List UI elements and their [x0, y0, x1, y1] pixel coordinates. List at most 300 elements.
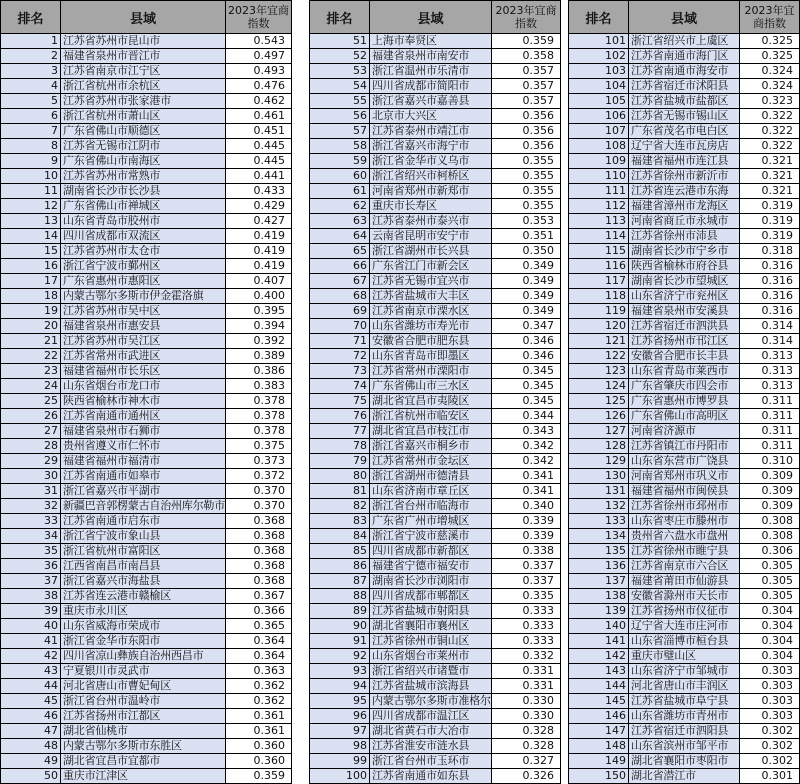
county-cell: 浙江省嘉兴市海盐县: [61, 574, 226, 589]
rank-cell: 104: [569, 79, 629, 94]
table-row: [569, 649, 800, 664]
table-row: [1, 514, 292, 529]
score-cell: 0.349: [492, 304, 561, 319]
county-cell: 广东省惠州市惠阳区: [61, 274, 226, 289]
county-cell: 江苏省泰州市泰兴市: [370, 214, 492, 229]
table-row: [1, 94, 292, 109]
rank-cell: 107: [569, 124, 629, 139]
score-cell: 0.358: [492, 49, 561, 64]
county-header: 县域: [370, 1, 492, 34]
rank-cell: 92: [310, 649, 370, 664]
table-row: [310, 559, 561, 574]
score-cell: 0.394: [226, 319, 292, 334]
table-row: [569, 439, 800, 454]
table-row: [569, 34, 800, 49]
score-cell: 0.314: [740, 319, 800, 334]
county-cell: 浙江省杭州市富阳区: [61, 544, 226, 559]
county-cell: 河南省济源市: [629, 424, 740, 439]
rank-cell: 133: [569, 514, 629, 529]
county-cell: 江苏省南通市通州区: [61, 409, 226, 424]
county-cell: 湖南省长沙市浏阳市: [370, 574, 492, 589]
score-cell: 0.306: [740, 544, 800, 559]
rank-cell: 25: [1, 394, 61, 409]
county-cell: 福建省漳州市龙海区: [629, 199, 740, 214]
rank-cell: 124: [569, 379, 629, 394]
county-cell: 福建省福州市闽侯县: [629, 484, 740, 499]
rank-cell: 105: [569, 94, 629, 109]
table-row: [569, 679, 800, 694]
score-cell: 0.338: [492, 544, 561, 559]
county-cell: 湖北省襄阳市襄州区: [370, 619, 492, 634]
table-row: [1, 79, 292, 94]
score-cell: 0.370: [226, 499, 292, 514]
rank-cell: 82: [310, 499, 370, 514]
county-cell: 江苏省苏州市昆山市: [61, 34, 226, 49]
county-cell: 山东省滨州市邹平市: [629, 739, 740, 754]
rank-cell: 62: [310, 199, 370, 214]
table-row: [310, 679, 561, 694]
county-cell: 江西省南昌市南昌县: [61, 559, 226, 574]
score-cell: 0.355: [492, 199, 561, 214]
county-cell: 河南省商丘市永城市: [629, 214, 740, 229]
table-row: [310, 649, 561, 664]
score-cell: 0.373: [226, 454, 292, 469]
county-cell: 江苏省宿迁市泗阳县: [629, 724, 740, 739]
score-cell: 0.378: [226, 394, 292, 409]
rank-cell: 81: [310, 484, 370, 499]
rank-cell: 52: [310, 49, 370, 64]
county-cell: 江苏省泰州市靖江市: [370, 124, 492, 139]
table-row: [310, 469, 561, 484]
county-cell: 上海市奉贤区: [370, 34, 492, 49]
county-cell: 四川省凉山彝族自治州西昌市: [61, 649, 226, 664]
table-row: [569, 694, 800, 709]
score-cell: 0.368: [226, 544, 292, 559]
rank-cell: 129: [569, 454, 629, 469]
rank-cell: 118: [569, 289, 629, 304]
county-cell: 重庆市长寿区: [370, 199, 492, 214]
rank-cell: 42: [1, 649, 61, 664]
table-row: [569, 79, 800, 94]
score-cell: 0.341: [492, 484, 561, 499]
county-cell: 广东省佛山市顺德区: [61, 124, 226, 139]
score-cell: 0.362: [226, 679, 292, 694]
score-cell: 0.493: [226, 64, 292, 79]
table-row: [1, 664, 292, 679]
table-row: [1, 184, 292, 199]
table-row: [310, 244, 561, 259]
rank-cell: 117: [569, 274, 629, 289]
rank-cell: 63: [310, 214, 370, 229]
table-row: [1, 154, 292, 169]
rank-cell: 102: [569, 49, 629, 64]
county-cell: 安徽省滁州市天长市: [629, 589, 740, 604]
county-cell: 湖南省长沙市宁乡市: [629, 244, 740, 259]
score-cell: 0.332: [492, 649, 561, 664]
rank-cell: 10: [1, 169, 61, 184]
table-row: [310, 439, 561, 454]
table-row: [310, 169, 561, 184]
score-cell: 0.319: [740, 229, 800, 244]
rank-cell: 41: [1, 634, 61, 649]
county-cell: 浙江省湖州市德清县: [370, 469, 492, 484]
table-row: [569, 199, 800, 214]
table-row: [310, 634, 561, 649]
county-cell: 江苏省徐州市新沂市: [629, 169, 740, 184]
score-cell: 0.345: [492, 364, 561, 379]
rank-cell: 15: [1, 244, 61, 259]
table-row: [1, 499, 292, 514]
county-cell: 江苏省连云港市赣榆区: [61, 589, 226, 604]
county-cell: 江苏省盐城市阜宁县: [629, 694, 740, 709]
county-cell: 江苏省苏州市吴江区: [61, 334, 226, 349]
score-cell: 0.337: [492, 559, 561, 574]
score-cell: 0.330: [492, 709, 561, 724]
table-row: [569, 334, 800, 349]
rank-cell: 79: [310, 454, 370, 469]
score-cell: 0.361: [226, 709, 292, 724]
rank-cell: 17: [1, 274, 61, 289]
table-row: [1, 229, 292, 244]
table-row: [310, 124, 561, 139]
rank-cell: 121: [569, 334, 629, 349]
rank-cell: 96: [310, 709, 370, 724]
county-cell: 浙江省杭州市萧山区: [61, 109, 226, 124]
county-cell: 新疆巴音郭楞蒙古自治州库尔勒市: [61, 499, 226, 514]
county-cell: 浙江省杭州市临安区: [370, 409, 492, 424]
table-row: [310, 454, 561, 469]
table-row: [1, 49, 292, 64]
rank-cell: 100: [310, 769, 370, 784]
table-row: [569, 769, 800, 784]
table-row: [569, 394, 800, 409]
table-row: [569, 754, 800, 769]
score-cell: 0.345: [492, 379, 561, 394]
score-cell: 0.476: [226, 79, 292, 94]
score-cell: 0.302: [740, 739, 800, 754]
table-row: [1, 259, 292, 274]
rank-cell: 66: [310, 259, 370, 274]
county-cell: 湖南省长沙市长沙县: [61, 184, 226, 199]
rank-cell: 120: [569, 319, 629, 334]
rank-cell: 101: [569, 34, 629, 49]
score-cell: 0.445: [226, 139, 292, 154]
rank-cell: 94: [310, 679, 370, 694]
ranking-panel-2: [309, 0, 561, 784]
score-cell: 0.357: [492, 64, 561, 79]
table-row: [1, 364, 292, 379]
county-cell: 浙江省温州市乐清市: [370, 64, 492, 79]
rank-cell: 14: [1, 229, 61, 244]
score-cell: 0.357: [492, 79, 561, 94]
score-cell: 0.367: [226, 589, 292, 604]
rank-cell: 122: [569, 349, 629, 364]
rank-cell: 39: [1, 604, 61, 619]
score-cell: 0.362: [226, 694, 292, 709]
table-row: [1, 544, 292, 559]
county-cell: 江苏省盐城市盐都区: [629, 94, 740, 109]
score-cell: 0.314: [740, 334, 800, 349]
score-cell: 0.427: [226, 214, 292, 229]
county-cell: 浙江省湖州市长兴县: [370, 244, 492, 259]
county-cell: 山东省青岛市莱西市: [629, 364, 740, 379]
table-row: [310, 49, 561, 64]
county-cell: 四川省成都市温江区: [370, 709, 492, 724]
county-cell: 山东省潍坊市青州市: [629, 709, 740, 724]
county-cell: 浙江省宁波市慈溪市: [370, 529, 492, 544]
score-cell: 0.361: [226, 724, 292, 739]
score-cell: 0.368: [226, 514, 292, 529]
score-cell: 0.303: [740, 709, 800, 724]
rank-cell: 146: [569, 709, 629, 724]
score-cell: 0.333: [492, 604, 561, 619]
county-cell: 福建省泉州市惠安县: [61, 319, 226, 334]
rank-cell: 22: [1, 349, 61, 364]
rank-cell: 69: [310, 304, 370, 319]
county-cell: 湖北省潜江市: [629, 769, 740, 784]
score-cell: 0.311: [740, 394, 800, 409]
score-cell: 0.325: [740, 34, 800, 49]
county-cell: 浙江省杭州市余杭区: [61, 79, 226, 94]
table-row: [1, 334, 292, 349]
county-cell: 浙江省台州市玉环市: [370, 754, 492, 769]
score-cell: 0.309: [740, 469, 800, 484]
rank-cell: 61: [310, 184, 370, 199]
table-row: [310, 769, 561, 784]
rank-cell: 53: [310, 64, 370, 79]
county-cell: 江苏省扬州市仪征市: [629, 604, 740, 619]
table-row: [310, 664, 561, 679]
county-cell: 贵州省遵义市仁怀市: [61, 439, 226, 454]
rank-cell: 65: [310, 244, 370, 259]
score-cell: 0.322: [740, 139, 800, 154]
rank-cell: 2: [1, 49, 61, 64]
table-row: [310, 334, 561, 349]
score-cell: 0.324: [740, 64, 800, 79]
score-cell: 0.321: [740, 184, 800, 199]
rank-cell: 37: [1, 574, 61, 589]
rank-cell: 73: [310, 364, 370, 379]
table-row: [569, 499, 800, 514]
table-row: [310, 79, 561, 94]
rank-cell: 50: [1, 769, 61, 784]
ranking-table-2: [309, 0, 561, 784]
score-cell: 0.359: [226, 769, 292, 784]
rank-cell: 123: [569, 364, 629, 379]
table-row: [569, 484, 800, 499]
score-cell: 0.309: [740, 499, 800, 514]
score-cell: 0.316: [740, 304, 800, 319]
county-cell: 辽宁省大连市瓦房店: [629, 139, 740, 154]
score-cell: 0.363: [226, 664, 292, 679]
table-row: [1, 634, 292, 649]
county-cell: 浙江省宁波市鄞州区: [61, 259, 226, 274]
score-cell: 0.419: [226, 244, 292, 259]
table-row: [569, 664, 800, 679]
rank-cell: 98: [310, 739, 370, 754]
table-row: [310, 484, 561, 499]
table-row: [1, 349, 292, 364]
county-cell: 江苏省淮安市涟水县: [370, 739, 492, 754]
score-cell: 0.378: [226, 424, 292, 439]
score-cell: 0.304: [740, 619, 800, 634]
table-row: [569, 724, 800, 739]
rank-header: 排名: [1, 1, 61, 34]
rank-cell: 119: [569, 304, 629, 319]
county-cell: 湖北省宜昌市夷陵区: [370, 394, 492, 409]
county-cell: 北京市大兴区: [370, 109, 492, 124]
table-row: [1, 649, 292, 664]
score-cell: 0.340: [492, 499, 561, 514]
rank-cell: 115: [569, 244, 629, 259]
rank-cell: 89: [310, 604, 370, 619]
table-row: [569, 244, 800, 259]
county-cell: 江苏省宿迁市沭阳县: [629, 79, 740, 94]
rank-header: 排名: [569, 1, 629, 34]
score-cell: 0.305: [740, 589, 800, 604]
score-cell: 0.433: [226, 184, 292, 199]
county-cell: 福建省福州市长乐区: [61, 364, 226, 379]
table-row: [569, 319, 800, 334]
rank-cell: 83: [310, 514, 370, 529]
score-cell: 0.386: [226, 364, 292, 379]
county-cell: 广东省佛山市禅城区: [61, 199, 226, 214]
score-cell: 0.364: [226, 649, 292, 664]
rank-cell: 145: [569, 694, 629, 709]
county-cell: 江苏省盐城市大丰区: [370, 289, 492, 304]
county-cell: 浙江省绍兴市诸暨市: [370, 664, 492, 679]
county-cell: 湖北省宜昌市宜都市: [61, 754, 226, 769]
score-cell: 0.350: [492, 244, 561, 259]
score-cell: 0.349: [492, 289, 561, 304]
rank-cell: 140: [569, 619, 629, 634]
table-row: [310, 259, 561, 274]
score-cell: 0.342: [492, 439, 561, 454]
score-cell: 0.372: [226, 469, 292, 484]
table-row: [1, 319, 292, 334]
score-cell: 0.356: [492, 124, 561, 139]
score-cell: 0.355: [492, 154, 561, 169]
table-row: [310, 379, 561, 394]
table-row: [1, 724, 292, 739]
rank-cell: 125: [569, 394, 629, 409]
score-cell: 0.462: [226, 94, 292, 109]
score-cell: 0.345: [492, 394, 561, 409]
table-row: [1, 274, 292, 289]
table-row: [1, 484, 292, 499]
rank-cell: 93: [310, 664, 370, 679]
table-row: [569, 634, 800, 649]
table-row: [1, 619, 292, 634]
county-cell: 江苏省徐州市沛县: [629, 229, 740, 244]
county-cell: 江苏省无锡市锡山区: [629, 109, 740, 124]
header-row: [569, 1, 800, 34]
county-cell: 江苏省苏州市张家港市: [61, 94, 226, 109]
table-row: [569, 64, 800, 79]
table-row: [310, 589, 561, 604]
county-cell: 江苏省扬州市江都区: [61, 709, 226, 724]
rank-cell: 44: [1, 679, 61, 694]
table-row: [310, 154, 561, 169]
county-cell: 江苏省苏州市太仓市: [61, 244, 226, 259]
table-row: [310, 394, 561, 409]
rank-cell: 99: [310, 754, 370, 769]
table-row: [310, 304, 561, 319]
county-cell: 陕西省榆林市神木市: [61, 394, 226, 409]
rank-cell: 18: [1, 289, 61, 304]
county-cell: 浙江省台州市临海市: [370, 499, 492, 514]
county-header: 县域: [629, 1, 740, 34]
table-row: [569, 349, 800, 364]
rank-cell: 85: [310, 544, 370, 559]
table-row: [569, 49, 800, 64]
county-cell: 江苏省南通市启东市: [61, 514, 226, 529]
score-cell: 0.451: [226, 124, 292, 139]
score-cell: 0.322: [740, 109, 800, 124]
county-cell: 山东省济宁市兖州区: [629, 289, 740, 304]
score-cell: 0.311: [740, 409, 800, 424]
score-cell: 0.355: [492, 169, 561, 184]
county-cell: 浙江省绍兴市上虞区: [629, 34, 740, 49]
rank-cell: 5: [1, 94, 61, 109]
score-cell: 0.342: [492, 454, 561, 469]
score-cell: 0.304: [740, 604, 800, 619]
rank-cell: 147: [569, 724, 629, 739]
rank-cell: 97: [310, 724, 370, 739]
rank-cell: 16: [1, 259, 61, 274]
table-row: [1, 244, 292, 259]
rank-cell: 127: [569, 424, 629, 439]
rank-cell: 40: [1, 619, 61, 634]
county-cell: 山东省威海市荣成市: [61, 619, 226, 634]
rank-header: 排名: [310, 1, 370, 34]
score-cell: 0.304: [740, 634, 800, 649]
rank-cell: 110: [569, 169, 629, 184]
rank-cell: 84: [310, 529, 370, 544]
score-cell: 0.360: [226, 754, 292, 769]
county-cell: 浙江省台州市温岭市: [61, 694, 226, 709]
county-cell: 湖北省襄阳市枣阳市: [629, 754, 740, 769]
county-cell: 江苏省连云港市东海: [629, 184, 740, 199]
score-cell: 0.353: [492, 214, 561, 229]
county-cell: 福建省福州市福清市: [61, 454, 226, 469]
ranking-panel-1: [0, 0, 292, 784]
table-row: [310, 34, 561, 49]
rank-cell: 126: [569, 409, 629, 424]
score-cell: 0.429: [226, 199, 292, 214]
county-cell: 内蒙古鄂尔多斯市伊金霍洛旗: [61, 289, 226, 304]
county-cell: 贵州省六盘水市盘州: [629, 529, 740, 544]
table-row: [1, 64, 292, 79]
table-row: [569, 379, 800, 394]
county-cell: 广东省佛山市三水区: [370, 379, 492, 394]
score-cell: 0.497: [226, 49, 292, 64]
rank-cell: 150: [569, 769, 629, 784]
county-cell: 福建省泉州市安溪县: [629, 304, 740, 319]
rank-cell: 128: [569, 439, 629, 454]
county-cell: 重庆市永川区: [61, 604, 226, 619]
score-cell: 0.313: [740, 379, 800, 394]
county-cell: 江苏省苏州市吴中区: [61, 304, 226, 319]
rank-cell: 143: [569, 664, 629, 679]
table-row: [569, 604, 800, 619]
score-cell: 0.339: [492, 529, 561, 544]
rank-cell: 54: [310, 79, 370, 94]
score-cell: 0.305: [740, 574, 800, 589]
county-cell: 山东省潍坊市寿光市: [370, 319, 492, 334]
rank-cell: 139: [569, 604, 629, 619]
county-cell: 辽宁省大连市庄河市: [629, 619, 740, 634]
